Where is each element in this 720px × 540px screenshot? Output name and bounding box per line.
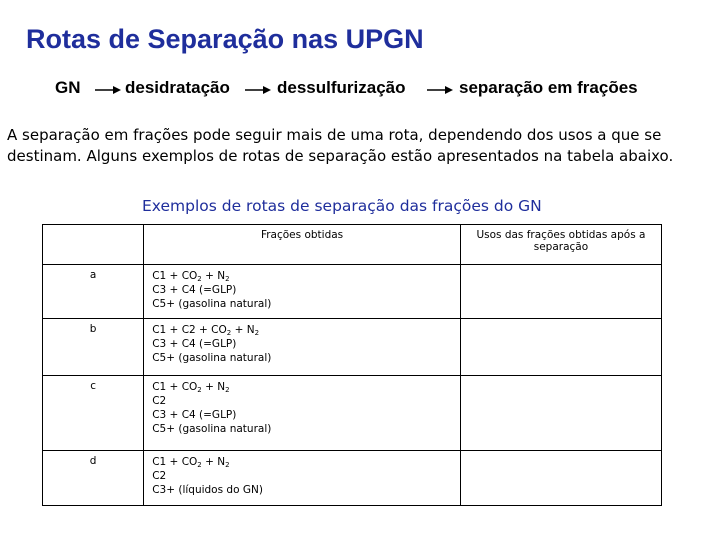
subscript: 2 [225, 275, 230, 283]
fraction-line [152, 323, 452, 337]
row-fractions [144, 451, 461, 506]
row-fractions [144, 376, 461, 451]
formula-text: + N [231, 324, 255, 336]
subscript: 2 [225, 461, 230, 469]
row-letter: b [43, 319, 144, 376]
row-letter: d [43, 451, 144, 506]
table-row [43, 451, 662, 506]
fraction-line [152, 380, 452, 394]
fraction-line [152, 455, 452, 469]
subscript: 2 [197, 275, 202, 283]
intro-paragraph: A separação em frações pode seguir mais de uma rota, dependendo dos usos a que se destinam. Alguns exemplos de rotas de separação estão apresentados na tabela abaixo. [7, 126, 674, 165]
formula-text: C1 + CO [152, 456, 198, 468]
row-fractions [144, 319, 461, 376]
flow-step-separacao: separação em frações [459, 78, 638, 97]
formula-text: C1 + C2 + CO [152, 324, 227, 336]
row-uses [460, 451, 661, 506]
table-row [43, 376, 662, 451]
slide-title: Rotas de Separação nas UPGN [26, 24, 424, 54]
row-letter: a [43, 265, 144, 319]
fraction-line: C2 [152, 470, 167, 482]
formula-text: C1 + CO [152, 270, 198, 282]
fraction-line: C3+ (líquidos do GN) [152, 484, 263, 496]
separation-routes-table [42, 224, 662, 506]
flow-step-desidratacao: desidratação [125, 78, 230, 97]
subscript: 2 [197, 386, 202, 394]
subscript: 2 [226, 329, 232, 337]
header-cell-fractions: Frações obtidas [144, 225, 461, 265]
fraction-line: C3 + C4 (=GLP) [152, 409, 237, 421]
arrow-right-icon [95, 85, 121, 95]
fraction-line: C3 + C4 (=GLP) [152, 338, 237, 350]
formula-text: + N [201, 456, 226, 468]
row-uses [460, 319, 661, 376]
header-cell-empty [43, 225, 144, 265]
table-header-row [43, 225, 662, 265]
row-uses [460, 376, 661, 451]
formula-text: + N [201, 381, 226, 393]
subscript: 2 [254, 329, 260, 337]
arrow-right-icon [427, 85, 453, 95]
formula-text: C1 + CO [152, 381, 198, 393]
fraction-line: C5+ (gasolina natural) [152, 423, 272, 435]
arrow-right-icon [245, 85, 271, 95]
flow-step-gn: GN [55, 78, 81, 97]
row-letter: c [43, 376, 144, 451]
fraction-line: C2 [152, 395, 167, 407]
row-fractions [144, 265, 461, 319]
fraction-line: C5+ (gasolina natural) [152, 298, 272, 310]
header-cell-uses: Usos das frações obtidas após a separação [460, 225, 661, 265]
subscript: 2 [225, 386, 230, 394]
flow-step-dessulfurizacao: dessulfurização [277, 78, 406, 97]
fraction-line [152, 269, 452, 283]
row-uses [460, 265, 661, 319]
formula-text: + N [201, 270, 226, 282]
table-row [43, 265, 662, 319]
fraction-line: C3 + C4 (=GLP) [152, 284, 237, 296]
fraction-line: C5+ (gasolina natural) [152, 352, 272, 364]
table-caption: Exemplos de rotas de separação das frações do GN [142, 197, 542, 215]
subscript: 2 [197, 461, 202, 469]
table-row [43, 319, 662, 376]
